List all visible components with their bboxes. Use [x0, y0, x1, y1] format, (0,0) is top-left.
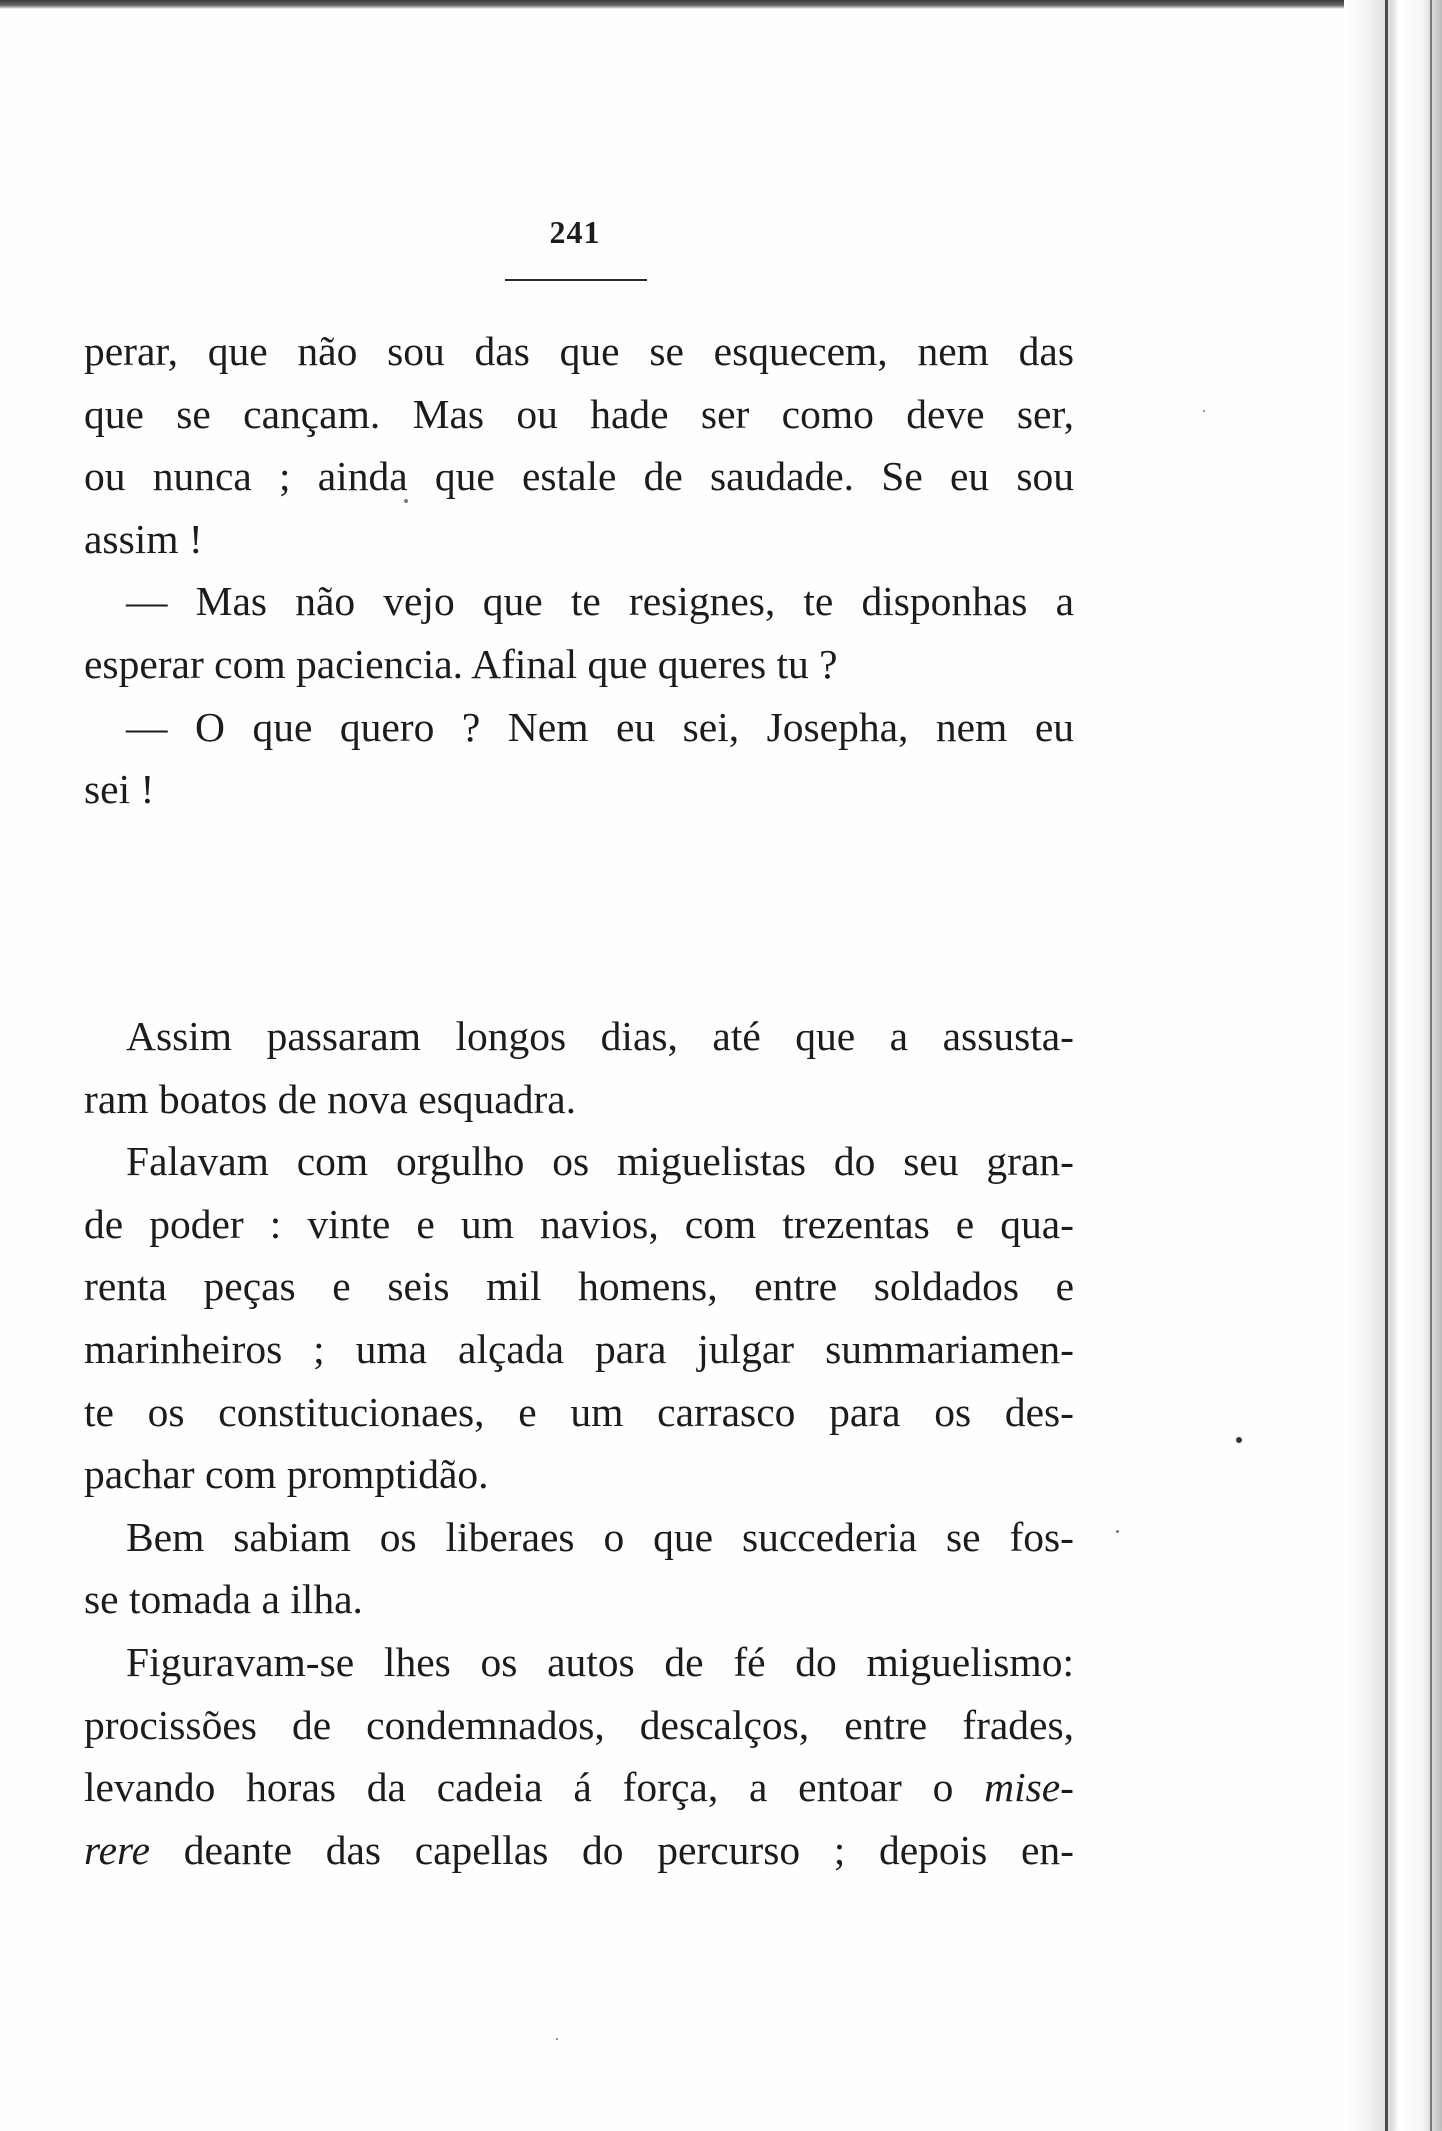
page-number: 241	[549, 214, 601, 250]
text-line: marinheiros ; uma alçada para julgar summariamen-	[84, 1325, 1074, 1372]
text-line: — Mas não vejo que te resignes, te disponhas a	[126, 578, 1074, 625]
text-line: de poder : vinte e um navios, com trezentas e qua-	[84, 1200, 1074, 1247]
paper-speck	[1203, 410, 1205, 412]
text-line: se tomada a ilha.	[84, 1576, 363, 1623]
binding-outer-line	[1430, 0, 1432, 2131]
text-line: perar, que não sou das que se esquecem, nem das	[84, 328, 1074, 374]
text-line: assim !	[84, 515, 203, 562]
italic-word: mise-	[984, 1764, 1074, 1811]
text-line: ram boatos de nova esquadra.	[84, 1075, 577, 1122]
text-fragment: deante das capellas do percurso ; depois en-	[183, 1826, 1075, 1873]
text-line: Assim passaram longos dias, até que a assusta-	[126, 1013, 1074, 1059]
page-gutter-shadow	[1344, 0, 1442, 2131]
paper-speck	[556, 2038, 558, 2040]
binding-edge-line	[1385, 0, 1388, 2131]
text-line: esperar com paciencia. Afinal que queres tu ?	[84, 640, 838, 687]
paper-speck	[1236, 1437, 1242, 1443]
paper-speck	[1116, 1530, 1119, 1533]
text-line: Figuravam-se lhes os autos de fé do miguelismo:	[126, 1638, 1074, 1685]
text-line: Falavam com orgulho os miguelistas do seu gran-	[126, 1138, 1074, 1185]
text-line	[84, 1756, 1074, 1819]
text-line: Bem sabiam os liberaes o que succederia se fos-	[126, 1513, 1074, 1560]
narrative-section	[84, 1005, 1074, 1881]
text-line: ou nunca ; ainda que estale de saudade. Se eu sou	[84, 453, 1074, 500]
text-line: sei !	[84, 766, 155, 813]
text-line: te os constitucionaes, e um carrasco para os des-	[84, 1388, 1074, 1435]
italic-word: rere	[84, 1826, 151, 1873]
dialogue-section	[84, 320, 1074, 821]
text-line: procissões de condemnados, descalços, entre frades,	[84, 1701, 1074, 1748]
text-line: — O que quero ? Nem eu sei, Josepha, nem eu	[126, 703, 1074, 750]
text-line: renta peças e seis mil homens, entre soldados e	[84, 1263, 1074, 1310]
text-line	[84, 1819, 1074, 1882]
text-line: que se cançam. Mas ou hade ser como deve ser,	[84, 390, 1074, 437]
text-line: pachar com promptidão.	[84, 1451, 489, 1498]
header-rule	[505, 279, 647, 281]
page-top-edge	[0, 0, 1442, 9]
text-fragment: levando horas da cadeia á força, a entoar o	[84, 1764, 954, 1811]
